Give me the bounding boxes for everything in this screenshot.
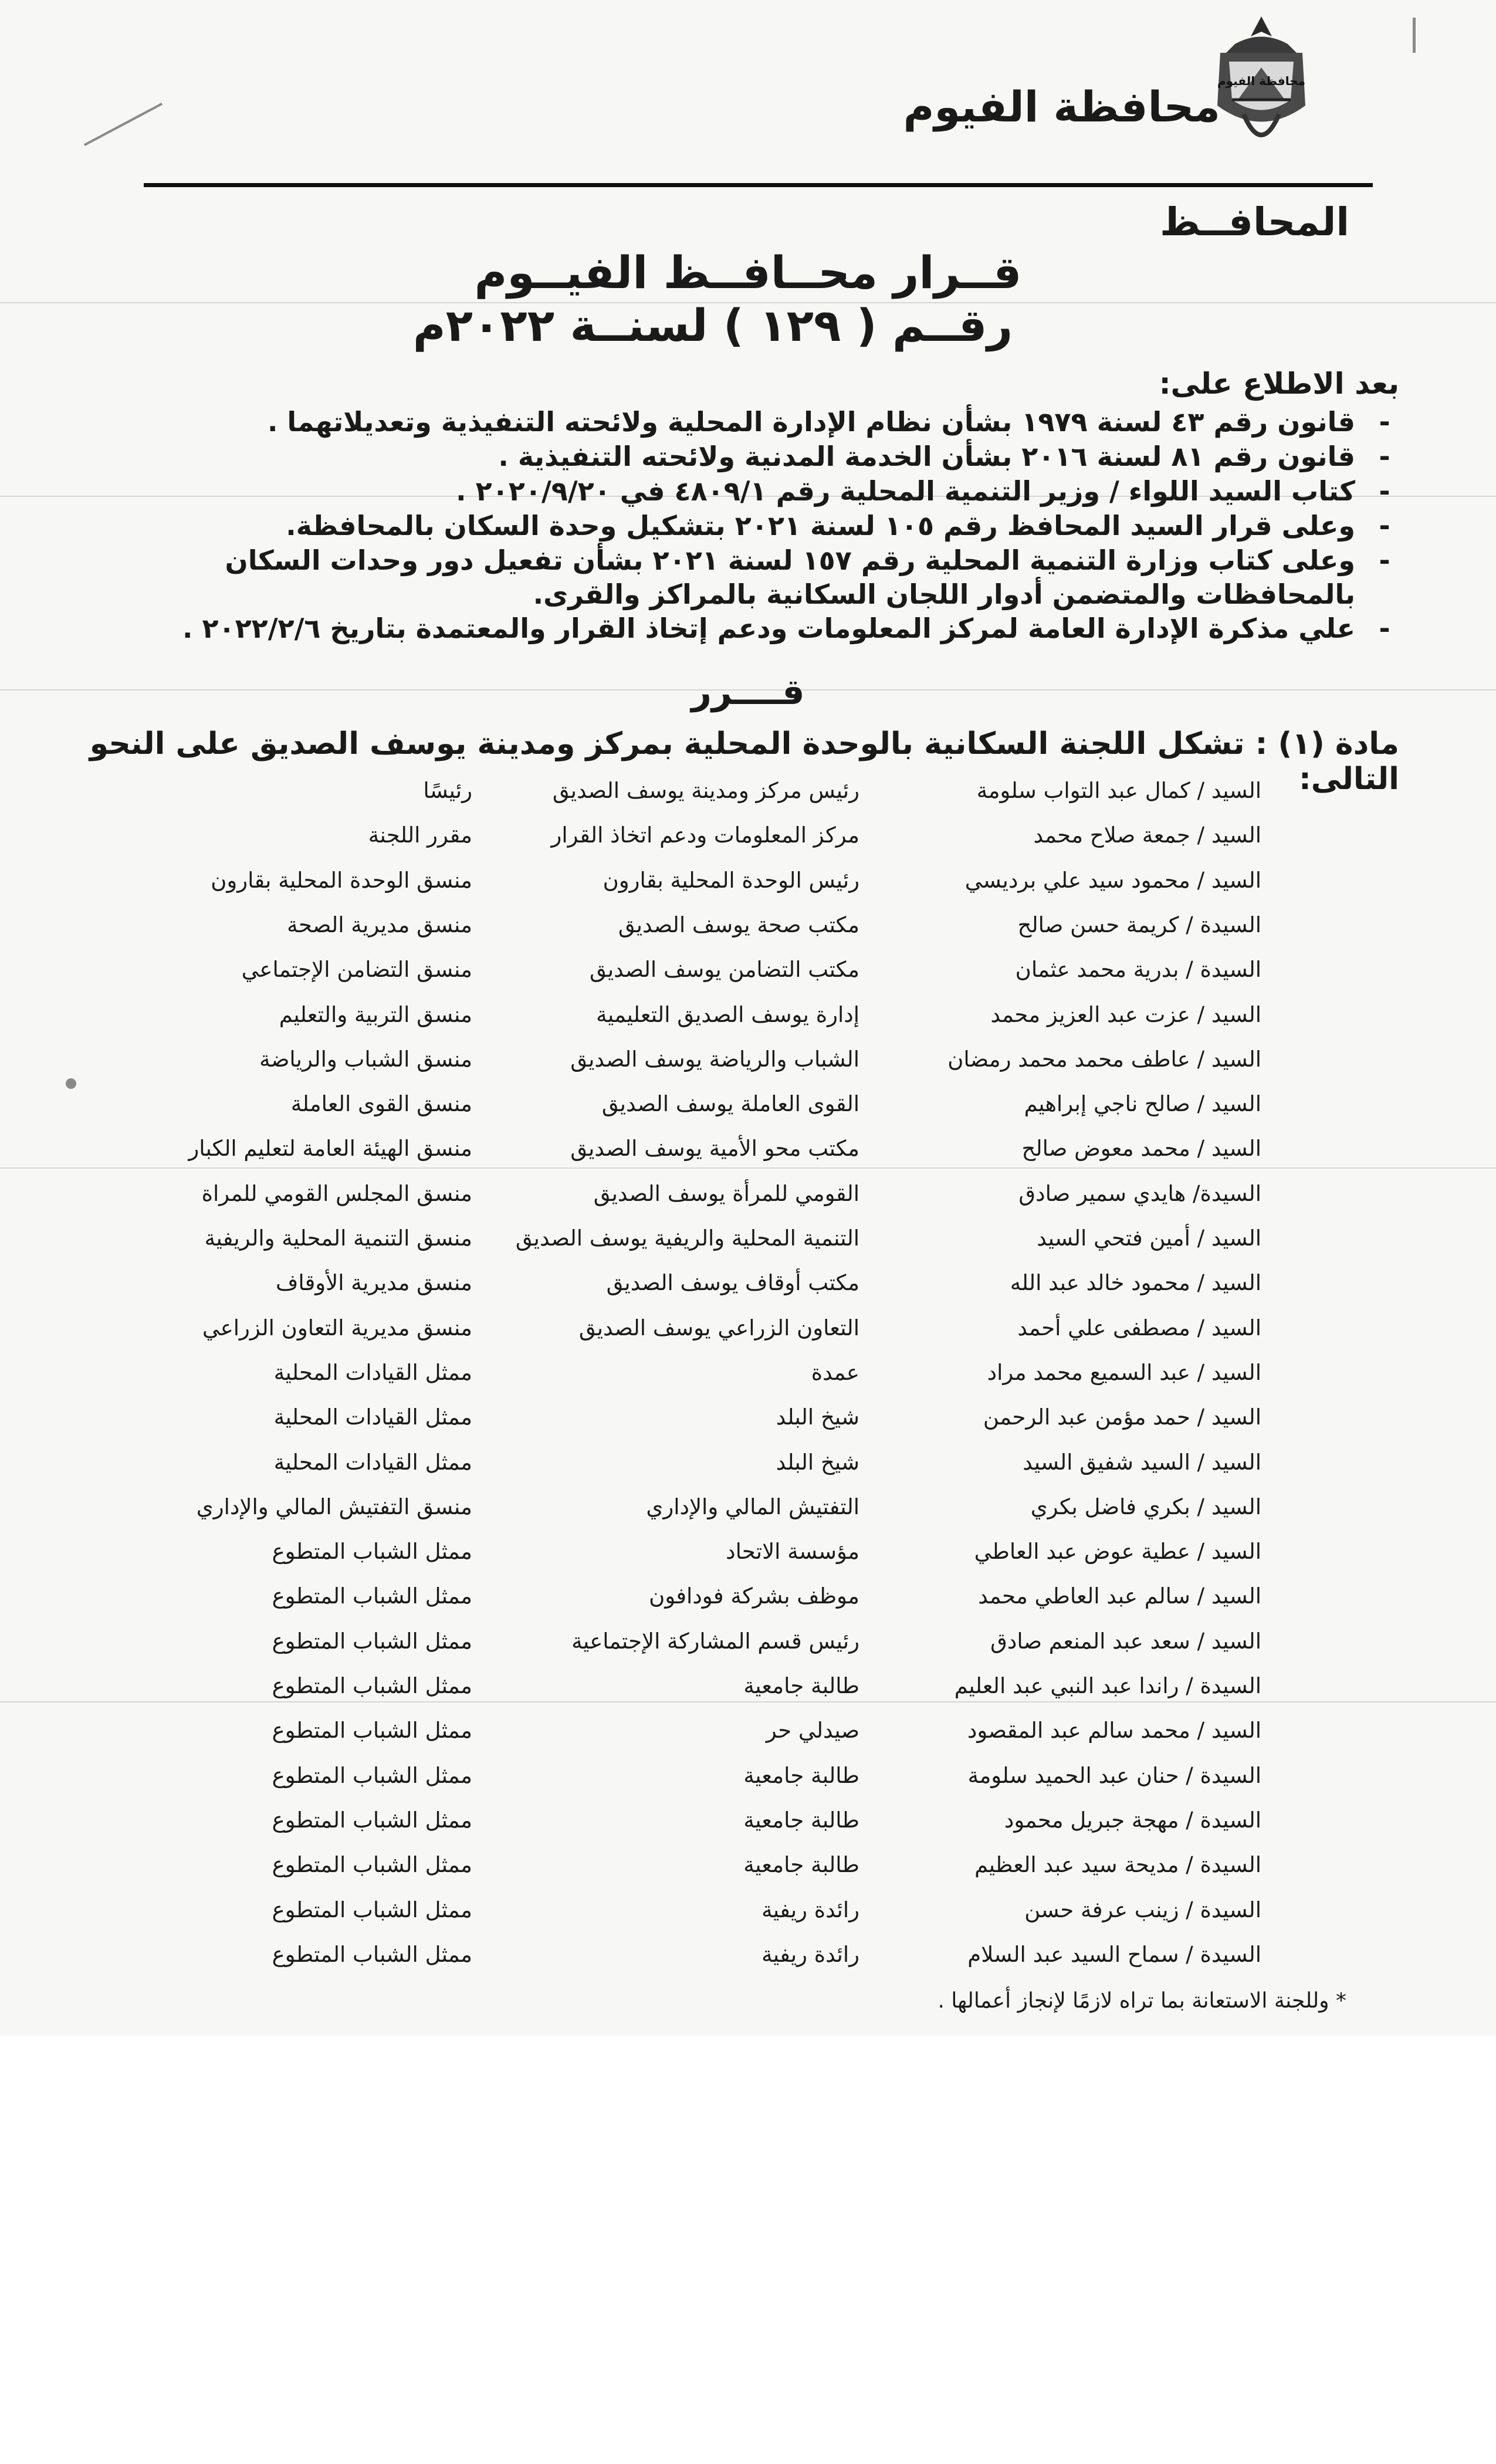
member-role: ممثل الشباب المتطوع — [272, 1539, 472, 1565]
member-name: السيد / جمعة صلاح محمد — [1033, 823, 1261, 848]
member-role: ممثل القيادات المحلية — [273, 1359, 472, 1385]
member-organization: الشباب والرياضة يوسف الصديق — [570, 1046, 859, 1072]
member-organization: مكتب صحة يوسف الصديق — [618, 912, 859, 937]
member-row — [0, 1351, 1496, 1395]
member-name: السيد / مصطفى علي أحمد — [1017, 1315, 1261, 1341]
svg-text:محافظة الفيوم: محافظة الفيوم — [1217, 74, 1306, 88]
issuing-office: المحافــظ — [1159, 199, 1349, 245]
member-row — [0, 1843, 1496, 1887]
member-role: منسق التنمية المحلية والريفية — [204, 1226, 472, 1251]
member-row — [0, 1619, 1496, 1664]
member-row — [0, 1216, 1496, 1261]
member-row — [0, 1126, 1496, 1171]
governorate-seal-icon — [1203, 12, 1320, 158]
member-name: السيد / عبد السميع محمد مراد — [987, 1359, 1261, 1385]
decision-heading: قــــرر — [691, 672, 805, 713]
member-organization: التنمية المحلية والريفية يوسف الصديق — [515, 1226, 859, 1251]
member-role: ممثل الشباب المتطوع — [272, 1718, 472, 1744]
governorate-name: محافظة الفيوم — [903, 82, 1220, 131]
member-role: رئيسًا — [423, 778, 472, 803]
member-role: مقرر اللجنة — [368, 823, 472, 848]
member-organization: مكتب محو الأمية يوسف الصديق — [570, 1136, 859, 1162]
preamble-intro: بعد الاطلاع على: — [1159, 367, 1399, 401]
scan-mark — [84, 103, 163, 146]
member-row — [0, 1261, 1496, 1305]
member-name: السيدة/ هايدي سمير صادق — [1018, 1180, 1261, 1206]
member-name: السيد / محمد معوض صالح — [1021, 1136, 1261, 1162]
member-organization: طالبة جامعية — [743, 1852, 859, 1878]
reference-item: - كتاب السيد اللواء / وزير التنمية المحلية رقم ٤٨٠٩/١ في ٢٠٢٠/٩/٢٠ . — [456, 475, 1390, 507]
member-organization: طالبة جامعية — [743, 1762, 859, 1788]
member-organization: رائدة ريفية — [761, 1941, 859, 1967]
member-organization: رئيس الوحدة المحلية بقارون — [603, 867, 859, 893]
member-role: منسق مديرية الصحة — [287, 912, 472, 937]
member-organization: عمدة — [811, 1359, 859, 1385]
member-name: السيد / أمين فتحي السيد — [1037, 1226, 1261, 1251]
header-divider — [144, 183, 1373, 187]
footnote: * وللجنة الاستعانة بما تراه لازمًا لإنجاز أعمالها . — [937, 1989, 1346, 2013]
member-role: منسق مديرية الأوقاف — [275, 1270, 472, 1296]
member-name: السيدة / سماح السيد عبد السلام — [967, 1941, 1261, 1967]
member-role: ممثل الشباب المتطوع — [272, 1941, 472, 1967]
decree-number: رقــم ( ١٢٩ ) لسنــة ٢٠٢٢م — [412, 299, 1013, 351]
member-row — [0, 1172, 1496, 1216]
member-role: منسق الوحدة المحلية بقارون — [211, 867, 472, 893]
member-organization: مكتب أوقاف يوسف الصديق — [606, 1270, 859, 1296]
reference-item: - علي مذكرة الإدارة العامة لمركز المعلومات ودعم إتخاذ القرار والمعتمدة بتاريخ ٢٠٢٢/٢/٦ . — [182, 612, 1390, 644]
member-role: ممثل الشباب المتطوع — [272, 1897, 472, 1923]
member-name: السيدة / مديحة سيد عبد العظيم — [974, 1852, 1261, 1878]
member-row — [0, 1888, 1496, 1932]
member-row — [0, 858, 1496, 903]
member-row — [0, 1395, 1496, 1440]
member-organization: التعاون الزراعي يوسف الصديق — [578, 1315, 859, 1341]
member-role: منسق الشباب والرياضة — [259, 1046, 472, 1072]
member-role: ممثل الشباب المتطوع — [272, 1583, 472, 1609]
member-organization: صيدلي حر — [766, 1718, 859, 1744]
member-name: السيد / سعد عبد المنعم صادق — [990, 1628, 1261, 1654]
member-name: السيد / بكري فاضل بكري — [1030, 1494, 1261, 1519]
member-row — [0, 1664, 1496, 1708]
member-row — [0, 1037, 1496, 1082]
scan-mark — [1413, 18, 1416, 53]
member-organization: التفتيش المالي والإداري — [646, 1494, 859, 1519]
member-name: السيد / عزت عبد العزيز محمد — [990, 1001, 1261, 1027]
member-name: السيد / عطية عوض عبد العاطي — [974, 1539, 1261, 1565]
member-organization: طالبة جامعية — [743, 1673, 859, 1698]
member-organization: رئيس مركز ومدينة يوسف الصديق — [552, 778, 859, 803]
member-name: السيد / السيد شفيق السيد — [1023, 1449, 1261, 1475]
member-role: منسق القوى العاملة — [290, 1091, 472, 1117]
member-role: ممثل الشباب المتطوع — [272, 1762, 472, 1788]
article-one: مادة (١) : تشكل اللجنة السكانية بالوحدة المحلية بمركز ومدينة يوسف الصديق على النحو التالى: — [89, 726, 1399, 797]
member-role: ممثل الشباب المتطوع — [272, 1807, 472, 1833]
reference-item: - قانون رقم ٤٣ لسنة ١٩٧٩ بشأن نظام الإدارة المحلية ولائحته التنفيذية وتعديلاتهما . — [267, 406, 1390, 438]
member-name: السيد / عاطف محمد محمد رمضان — [947, 1046, 1261, 1072]
member-role: ممثل الشباب المتطوع — [272, 1628, 472, 1654]
member-role: ممثل القيادات المحلية — [273, 1404, 472, 1430]
member-name: السيد / محمد سالم عبد المقصود — [967, 1718, 1261, 1744]
reference-item: - وعلى قرار السيد المحافظ رقم ١٠٥ لسنة ٢٠٢١ بتشكيل وحدة السكان بالمحافظة. — [286, 510, 1390, 541]
member-name: السيدة / راندا عبد النبي عبد العليم — [954, 1673, 1261, 1698]
member-role: منسق التفتيش المالي والإداري — [196, 1494, 472, 1519]
member-row — [0, 1306, 1496, 1351]
member-role: ممثل القيادات المحلية — [273, 1449, 472, 1475]
member-name: السيدة / بدرية محمد عثمان — [1015, 957, 1261, 983]
member-name: السيدة / حنان عبد الحميد سلومة — [967, 1762, 1261, 1788]
member-role: ممثل الشباب المتطوع — [272, 1673, 472, 1698]
member-row — [0, 1440, 1496, 1485]
member-name: السيد / كمال عبد التواب سلومة — [976, 778, 1261, 803]
member-row — [0, 813, 1496, 858]
member-row — [0, 1798, 1496, 1843]
member-role: ممثل الشباب المتطوع — [272, 1852, 472, 1878]
member-role: منسق التضامن الإجتماعي — [241, 957, 472, 983]
member-role: منسق التربية والتعليم — [279, 1001, 472, 1027]
member-row — [0, 1529, 1496, 1574]
member-name: السيد / سالم عبد العاطي محمد — [978, 1583, 1261, 1609]
member-row — [0, 769, 1496, 813]
member-organization: القوى العاملة يوسف الصديق — [601, 1091, 859, 1117]
member-row — [0, 1754, 1496, 1798]
member-row — [0, 1708, 1496, 1753]
decree-title: قــرار محــافــظ الفيــوم — [474, 246, 1022, 299]
member-row — [0, 1485, 1496, 1529]
member-role: منسق مديرية التعاون الزراعي — [202, 1315, 472, 1341]
reference-item: - قانون رقم ٨١ لسنة ٢٠١٦ بشأن الخدمة المدنية ولائحته التنفيذية . — [498, 441, 1390, 472]
member-row — [0, 993, 1496, 1037]
reference-item: - وعلى كتاب وزارة التنمية المحلية رقم ١٥٧ لسنة ٢٠٢١ بشأن تفعيل دور وحدات السكان بالمحافظات والمتضمن أدوار اللجان السكانية بالمراكز والقرى. — [225, 544, 1390, 610]
member-organization: شيخ البلد — [776, 1449, 859, 1475]
member-organization: طالبة جامعية — [743, 1807, 859, 1833]
member-organization: مؤسسة الاتحاد — [726, 1539, 859, 1565]
member-name: السيدة / مهجة جبريل محمود — [1004, 1807, 1261, 1833]
member-row — [0, 1082, 1496, 1126]
member-organization: مكتب التضامن يوسف الصديق — [589, 957, 859, 983]
member-name: السيد / صالح ناجي إبراهيم — [1024, 1091, 1261, 1117]
member-row — [0, 1932, 1496, 1977]
member-organization: القومي للمرأة يوسف الصديق — [593, 1180, 859, 1206]
preamble-references — [123, 405, 1402, 646]
member-organization: مركز المعلومات ودعم اتخاذ القرار — [551, 823, 859, 848]
member-name: السيد / حمد مؤمن عبد الرحمن — [983, 1404, 1261, 1430]
member-name: السيدة / زينب عرفة حسن — [1024, 1897, 1261, 1923]
member-row — [0, 947, 1496, 992]
member-organization: رئيس قسم المشاركة الإجتماعية — [571, 1628, 859, 1654]
member-name: السيد / محمود خالد عبد الله — [1010, 1270, 1261, 1296]
member-row — [0, 903, 1496, 947]
member-organization: إدارة يوسف الصديق التعليمية — [596, 1001, 859, 1027]
member-role: منسق الهيئة العامة لتعليم الكبار — [188, 1136, 472, 1162]
member-name: السيدة / كريمة حسن صالح — [1017, 912, 1261, 937]
member-organization: رائدة ريفية — [761, 1897, 859, 1923]
member-role: منسق المجلس القومي للمراة — [201, 1180, 472, 1206]
member-row — [0, 1574, 1496, 1619]
member-organization: موظف بشركة فودافون — [649, 1583, 859, 1609]
member-name: السيد / محمود سيد علي برديسي — [964, 867, 1261, 893]
member-organization: شيخ البلد — [776, 1404, 859, 1430]
